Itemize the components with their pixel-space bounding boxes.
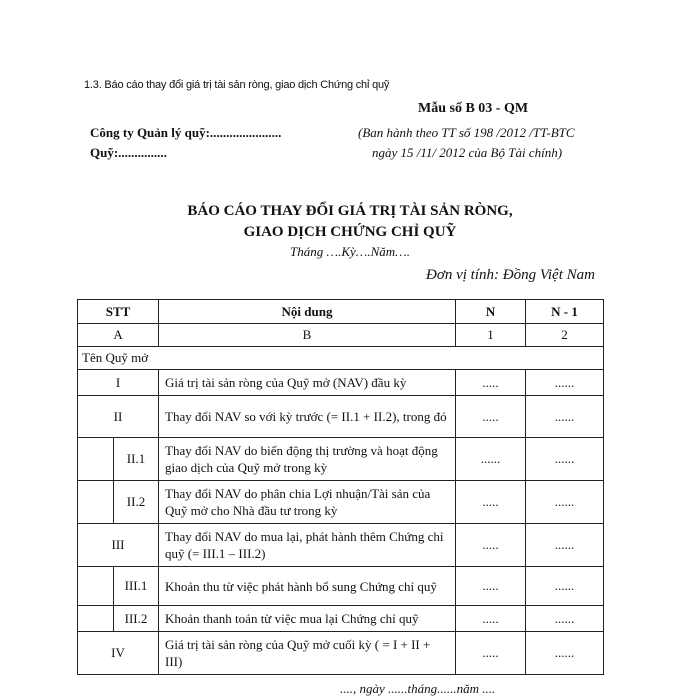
- nav-report-table: [77, 299, 604, 675]
- fund-name-row: [78, 347, 604, 370]
- indent-cell: [78, 567, 114, 606]
- table-row: [78, 438, 604, 481]
- table-row: [78, 632, 604, 675]
- row-value-n: .....: [456, 524, 526, 567]
- row-value-n: .....: [456, 567, 526, 606]
- row-value-n: ......: [456, 438, 526, 481]
- row-value-n-1: ......: [526, 370, 604, 396]
- table-row: [78, 606, 604, 632]
- indent-cell: [78, 481, 114, 524]
- row-content: Thay đổi NAV do mua lại, phát hành thêm Chứng chỉ quỹ (= III.1 – III.2): [159, 524, 456, 567]
- row-stt: III: [78, 524, 159, 567]
- row-stt: III.2: [114, 606, 159, 632]
- issued-line-2: ngày 15 /11/ 2012 của Bộ Tài chính): [372, 145, 563, 160]
- row-value-n-1: ......: [526, 481, 604, 524]
- indent-cell: [78, 438, 114, 481]
- row-value-n-1: ......: [526, 632, 604, 675]
- row-stt: II.1: [114, 438, 159, 481]
- row-stt: II.2: [114, 481, 159, 524]
- table-row: [78, 524, 604, 567]
- row-content: Khoản thanh toán từ việc mua lại Chứng chỉ quỹ: [159, 606, 456, 632]
- report-title-line-2: GIAO DỊCH CHỨNG CHỈ QUỸ: [243, 224, 457, 240]
- table-subheader-row: [78, 324, 604, 347]
- row-stt: IV: [78, 632, 159, 675]
- row-value-n-1: ......: [526, 396, 604, 438]
- table-header-row: [78, 300, 604, 324]
- subheader-b: B: [159, 324, 456, 347]
- row-stt: II: [78, 396, 159, 438]
- row-value-n-1: ......: [526, 606, 604, 632]
- header-stt: STT: [78, 300, 159, 324]
- row-value-n-1: ......: [526, 524, 604, 567]
- subheader-2: 2: [526, 324, 604, 347]
- table-row: [78, 567, 604, 606]
- form-code: Mẫu số B 03 - QM: [418, 101, 529, 116]
- indent-cell: [78, 606, 114, 632]
- issued-line-1: (Ban hành theo TT số 198 /2012 /TT-BTC: [358, 125, 575, 140]
- row-value-n: .....: [456, 606, 526, 632]
- section-title: 1.3. Báo cáo thay đổi giá trị tài sản ròng, giao dịch Chứng chỉ quỹ: [84, 79, 390, 91]
- header-content: Nội dung: [159, 300, 456, 324]
- row-content: Thay đổi NAV so với kỳ trước (= II.1 + II.2), trong đó: [159, 396, 456, 438]
- table-row: [78, 396, 604, 438]
- report-period: Tháng ….Kỳ….Năm….: [290, 244, 410, 259]
- row-value-n-1: ......: [526, 438, 604, 481]
- row-stt: III.1: [114, 567, 159, 606]
- row-value-n: .....: [456, 632, 526, 675]
- row-content: Giá trị tài sản ròng của Quỹ mở cuối kỳ ( = I + II + III): [159, 632, 456, 675]
- row-value-n-1: ......: [526, 567, 604, 606]
- company-line: Công ty Quản lý quỹ:......................: [90, 125, 282, 140]
- row-content: Khoản thu từ việc phát hành bổ sung Chứng chỉ quỹ: [159, 567, 456, 606]
- header-n: N: [456, 300, 526, 324]
- row-value-n: .....: [456, 481, 526, 524]
- signature-date-line: ...., ngày ......tháng......năm ....: [340, 681, 496, 696]
- row-value-n: .....: [456, 396, 526, 438]
- row-content: Thay đổi NAV do biến động thị trường và hoạt động giao dịch của Quỹ mở trong kỳ: [159, 438, 456, 481]
- table-row: [78, 370, 604, 396]
- row-value-n: .....: [456, 370, 526, 396]
- row-content: Giá trị tài sản ròng của Quỹ mở (NAV) đầu kỳ: [159, 370, 456, 396]
- row-stt: I: [78, 370, 159, 396]
- currency-unit: Đơn vị tính: Đồng Việt Nam: [426, 267, 595, 283]
- subheader-1: 1: [456, 324, 526, 347]
- fund-name-label: Tên Quỹ mở: [78, 347, 604, 370]
- row-content: Thay đổi NAV do phân chia Lợi nhuận/Tài sản của Quỹ mở cho Nhà đầu tư trong kỳ: [159, 481, 456, 524]
- fund-line: Quỹ:...............: [90, 145, 167, 160]
- table-row: [78, 481, 604, 524]
- header-n-1: N - 1: [526, 300, 604, 324]
- report-title-line-1: BÁO CÁO THAY ĐỔI GIÁ TRỊ TÀI SẢN RÒNG,: [187, 203, 513, 219]
- subheader-a: A: [78, 324, 159, 347]
